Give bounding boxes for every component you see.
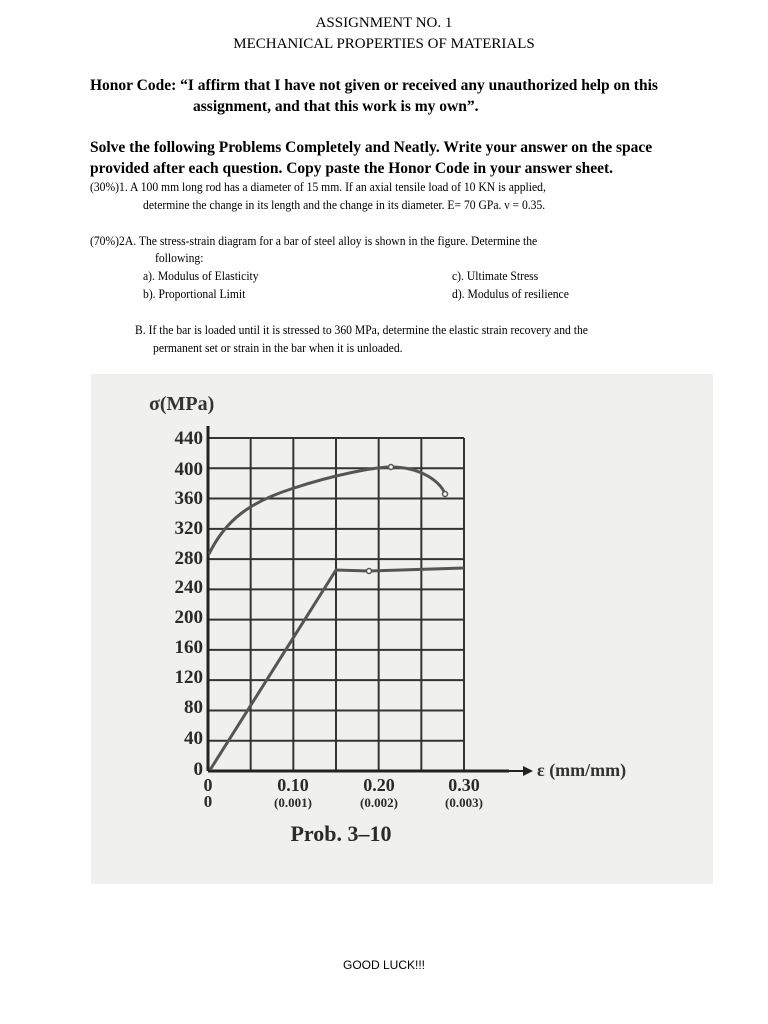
y-tick-label: 240 xyxy=(174,577,203,598)
y-tick-label: 360 xyxy=(174,488,203,509)
assignment-subtitle: MECHANICAL PROPERTIES OF MATERIALS xyxy=(233,36,535,52)
problem2-line2: following: xyxy=(155,251,204,265)
stress-strain-diagram xyxy=(91,374,713,884)
problem1-line1: (30%)1. A 100 mm long rod has a diameter of 15 mm. If an axial tensile load of 10 KN is applied, xyxy=(90,180,546,194)
upper-stress-strain-curve xyxy=(209,467,445,554)
y-tick-label: 120 xyxy=(174,667,203,688)
footer-text: GOOD LUCK!!! xyxy=(342,958,425,972)
problem2-partB-line1: B. If the bar is loaded until it is stressed to 360 MPa, determine the elastic strain recovery and the xyxy=(135,323,588,337)
x-tick-label-secondary: (0.002) xyxy=(360,795,398,810)
y-tick-label: 80 xyxy=(184,697,203,718)
x-tick-label: 0.30 xyxy=(448,775,480,795)
y-tick-label: 320 xyxy=(174,518,203,539)
problem2-partB-line2: permanent set or strain in the bar when it is unloaded. xyxy=(153,341,403,355)
stress-strain-figure xyxy=(91,374,713,884)
x-axis-arrowhead xyxy=(523,766,533,776)
instructions-line1: Solve the following Problems Completely and Neatly. Write your answer on the space xyxy=(90,139,653,156)
y-tick-label: 440 xyxy=(174,428,203,449)
honor-code-line1: Honor Code: “I affirm that I have not given or received any unauthorized help on this xyxy=(90,77,658,94)
y-tick-label: 280 xyxy=(174,548,203,569)
y-tick-label: 400 xyxy=(174,459,203,480)
problem2-item-a: a). Modulus of Elasticity xyxy=(143,269,259,283)
y-tick-label: 0 xyxy=(193,759,203,780)
x-tick-label-secondary: (0.003) xyxy=(445,795,483,810)
x-tick-label: 0.20 xyxy=(363,775,395,795)
y-tick-label: 40 xyxy=(184,728,203,749)
y-axis-label: σ(MPa) xyxy=(149,393,215,415)
figure-caption: Prob. 3–10 xyxy=(290,821,392,846)
x-tick-label: 0.10 xyxy=(277,775,309,795)
x-axis-label: ε (mm/mm) xyxy=(537,760,627,780)
instructions-line2: provided after each question. Copy paste the Honor Code in your answer sheet. xyxy=(90,160,614,177)
problem2-line1: (70%)2A. The stress-strain diagram for a bar of steel alloy is shown in the figure. Determine the xyxy=(90,234,538,248)
problem2-item-d: d). Modulus of resilience xyxy=(452,287,569,301)
problem2-item-c: c). Ultimate Stress xyxy=(452,269,539,283)
assignment-title: ASSIGNMENT NO. 1 xyxy=(315,15,453,31)
curve-point xyxy=(443,492,448,497)
x-tick-label: 0 xyxy=(203,775,213,795)
curve-point xyxy=(389,465,394,470)
problem1-line2: determine the change in its length and the change in its diameter. E= 70 GPa. ν = 0.35. xyxy=(143,198,546,212)
x-tick-label-secondary: (0.001) xyxy=(274,795,312,810)
problem2-item-b: b). Proportional Limit xyxy=(143,287,246,301)
curve-point xyxy=(367,569,372,574)
chart-grid xyxy=(208,438,464,771)
honor-code-line2: assignment, and that this work is my own”. xyxy=(193,98,479,115)
x-tick-label-secondary: 0 xyxy=(203,792,213,811)
y-tick-label: 160 xyxy=(174,637,203,658)
y-tick-label: 200 xyxy=(174,607,203,628)
